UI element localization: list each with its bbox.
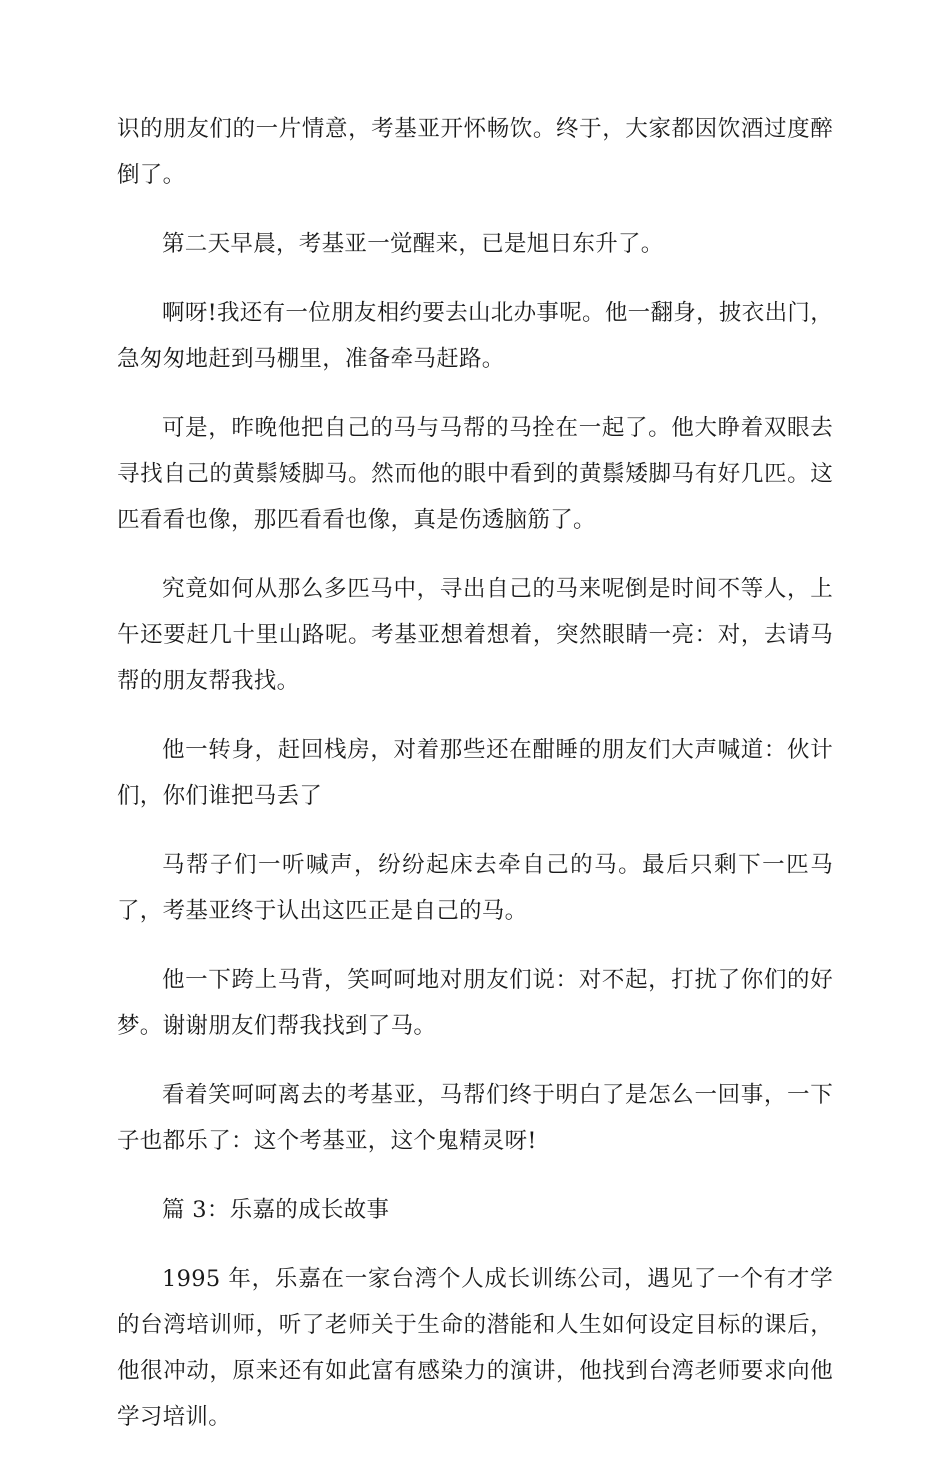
paragraph: 第二天早晨，考基亚一觉醒来，已是旭日东升了。: [162, 231, 664, 257]
paragraph: 究竟如何从那么多匹马中，寻出自己的马来呢倒是时间不等人，上午还要赶几十里山路呢。考基亚想着想着，突然眼睛一亮：对，去请马帮的朋友帮我找。: [117, 576, 833, 694]
document-body: [117, 106, 833, 1463]
paragraph: 他一下跨上马背，笑呵呵地对朋友们说：对不起，打扰了你们的好梦。谢谢朋友们帮我找到了马。: [117, 967, 833, 1039]
paragraph: 他一转身，赶回栈房，对着那些还在酣睡的朋友们大声喊道：伙计们，你们谁把马丢了: [117, 737, 833, 809]
paragraph: 看着笑呵呵离去的考基亚，马帮们终于明白了是怎么一回事，一下子也都乐了：这个考基亚，这个鬼精灵呀!: [117, 1082, 833, 1154]
paragraph: 啊呀!我还有一位朋友相约要去山北办事呢。他一翻身，披衣出门，急匆匆地赶到马棚里，准备牵马赶路。: [117, 300, 833, 372]
paragraph-continuation: 识的朋友们的一片情意，考基亚开怀畅饮。终于，大家都因饮酒过度醉倒了。: [117, 116, 833, 188]
paragraph: 1995 年，乐嘉在一家台湾个人成长训练公司，遇见了一个有才学的台湾培训师，听了老师关于生命的潜能和人生如何设定目标的课后，他很冲动，原来还有如此富有感染力的演讲，他找到台湾老师要求向他学习培训。: [117, 1266, 833, 1430]
paragraph: 可是，昨晚他把自己的马与马帮的马拴在一起了。他大睁着双眼去寻找自己的黄鬃矮脚马。然而他的眼中看到的黄鬃矮脚马有好几匹。这匹看看也像，那匹看看也像，真是伤透脑筋了。: [117, 415, 833, 533]
paragraph: 马帮子们一听喊声，纷纷起床去牵自己的马。最后只剩下一匹马了，考基亚终于认出这匹正是自己的马。: [117, 852, 833, 924]
section-heading: 篇 3：乐嘉的成长故事: [162, 1197, 390, 1223]
